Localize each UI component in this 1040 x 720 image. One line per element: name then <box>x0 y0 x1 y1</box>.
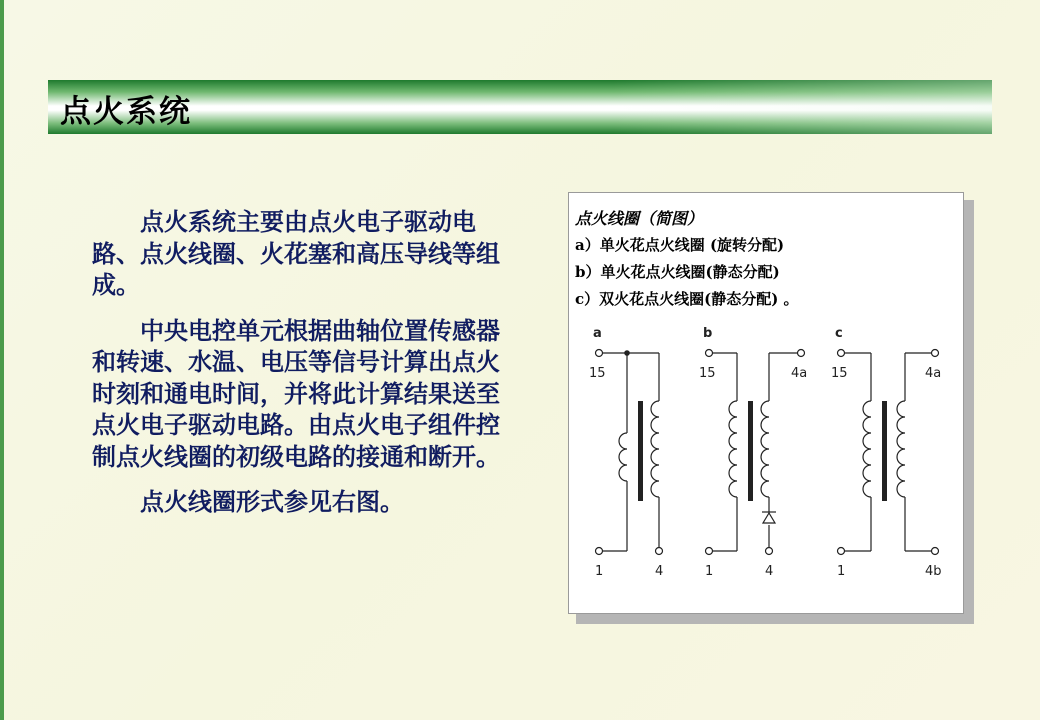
coil-c-terminal-4b: 4b <box>925 564 942 579</box>
coil-b-terminal-4a: 4a <box>791 366 808 381</box>
coil-a <box>596 350 663 555</box>
coil-b-terminal-4: 4 <box>765 564 774 579</box>
title-bar <box>48 80 992 134</box>
paragraph-components: 点火系统主要由点火电子驱动电路、点火线圈、火花塞和高压导线等组成。 <box>92 207 500 299</box>
coil-c-label: c <box>835 326 843 341</box>
coil-c-terminal-1: 1 <box>837 564 846 579</box>
diode-icon <box>762 509 776 523</box>
caption-line-a: a）单火花点火线圈 (旋转分配) <box>575 236 785 254</box>
paragraph-see-figure: 点火线圈形式参见右图。 <box>140 487 404 516</box>
coil-a-terminal-15: 15 <box>589 366 606 381</box>
caption-line-b: b）单火花点火线圈(静态分配) <box>575 263 780 281</box>
coil-c <box>838 350 942 555</box>
page-title: 点火系统 <box>60 94 192 130</box>
coil-a-terminal-1: 1 <box>595 564 604 579</box>
diagram-caption <box>575 205 799 313</box>
left-accent-strip <box>0 0 4 720</box>
coil-b-terminal-15: 15 <box>699 366 716 381</box>
caption-line-c: c）双火花点火线圈(静态分配) 。 <box>575 290 799 308</box>
coil-a-label: a <box>593 326 602 341</box>
diagram-caption-title: 点火线圈（简图） <box>575 209 704 228</box>
coil-a-terminal-4: 4 <box>655 564 664 579</box>
coil-b <box>706 350 808 555</box>
ignition-coil-diagram <box>568 192 964 614</box>
coil-b-label: b <box>703 326 713 341</box>
body-text <box>92 206 504 532</box>
coil-circuits <box>569 313 965 583</box>
coil-b-terminal-1: 1 <box>705 564 714 579</box>
coil-c-terminal-15: 15 <box>831 366 848 381</box>
paragraph-ecu-control: 中央电控单元根据曲轴位置传感器和转速、水温、电压等信号计算出点火时刻和通电时间，并将此计算结果送至点火电子驱动电路。由点火电子组件控制点火线圈的初级电路的接通和断开。 <box>92 315 500 471</box>
coil-c-terminal-4a: 4a <box>925 366 942 381</box>
